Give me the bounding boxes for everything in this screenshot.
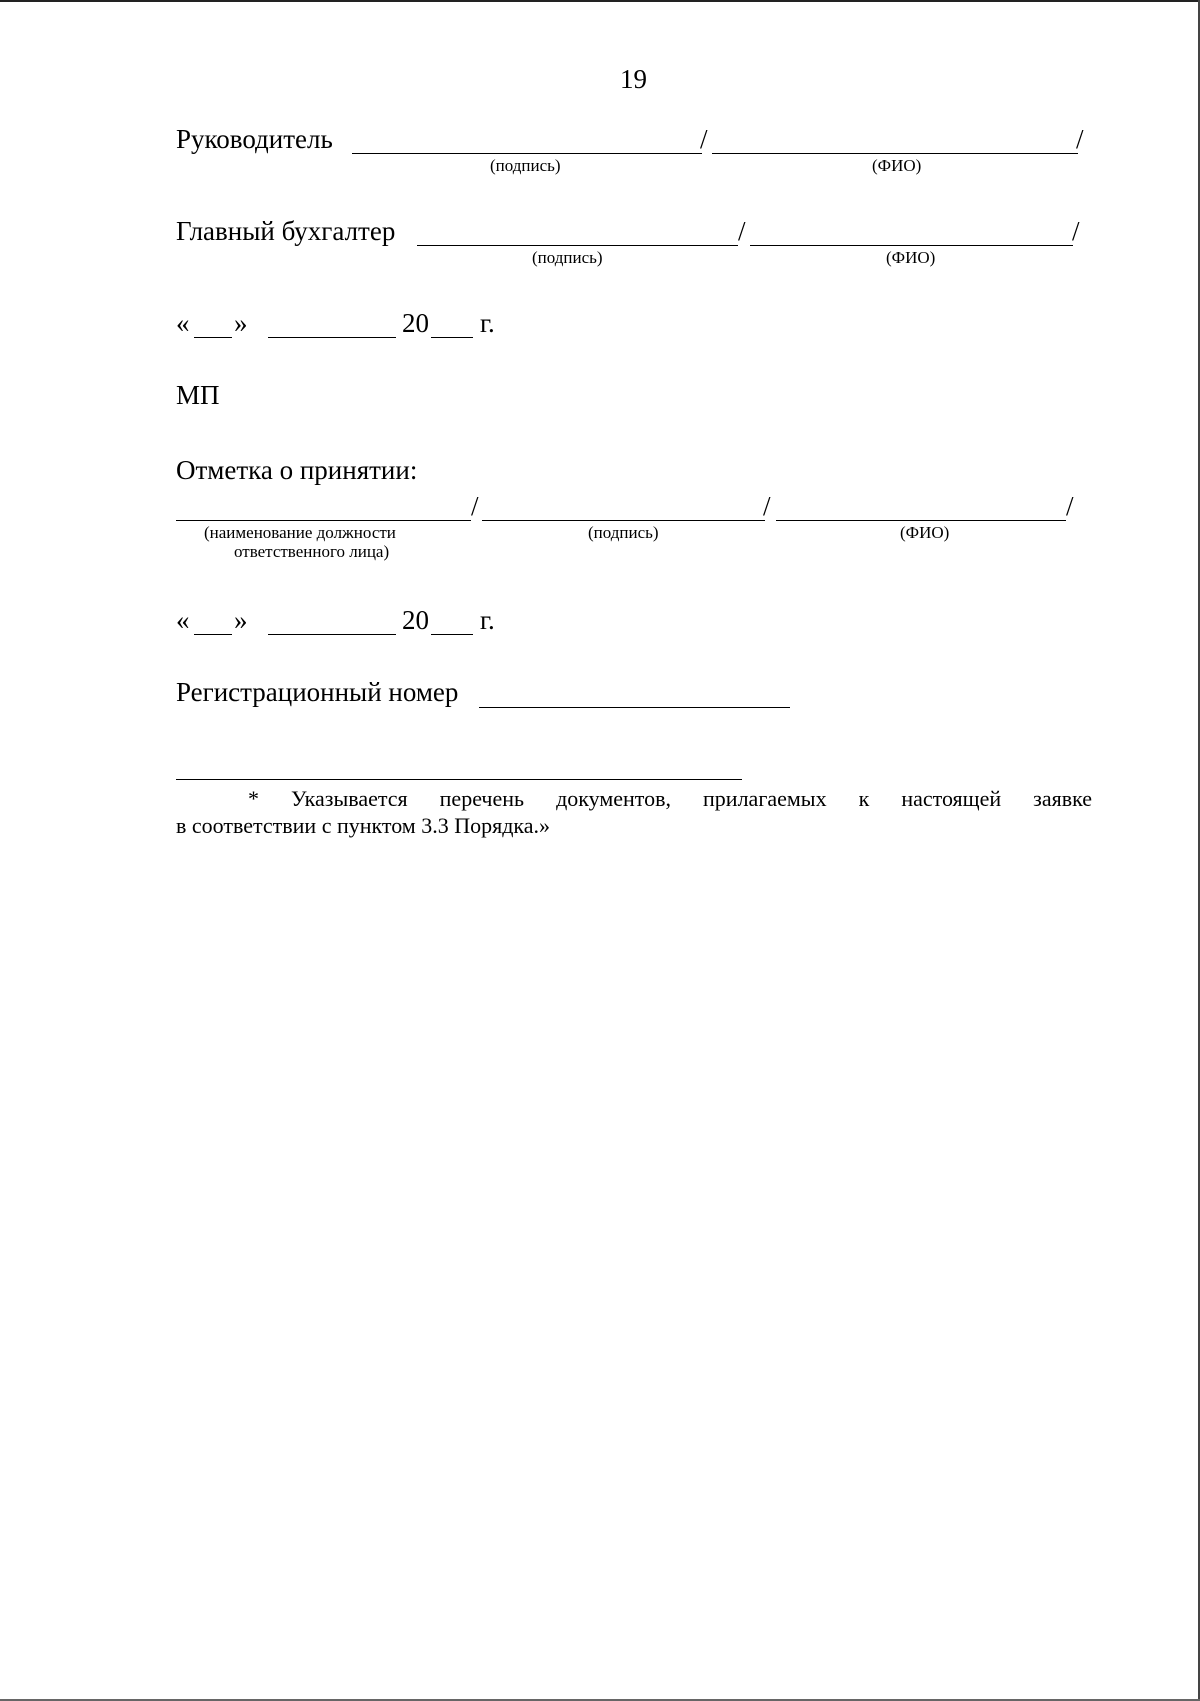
head-signature-caption: (подпись) — [490, 156, 561, 175]
chief-accountant-label: Главный бухгалтер — [176, 216, 396, 246]
acceptance-end-separator: / — [1066, 491, 1074, 521]
head-signature-label: Руководитель — [176, 124, 333, 154]
head-signature-separator: / — [700, 124, 708, 154]
head-name-line[interactable] — [712, 153, 1078, 154]
acceptance-name-line[interactable] — [776, 520, 1066, 521]
head-name-end-separator: / — [1076, 124, 1084, 154]
chief-accountant-end-separator: / — [1072, 216, 1080, 246]
date-2-month-line[interactable] — [268, 634, 396, 635]
date-1-year-suffix: г. — [480, 308, 495, 338]
date-2-close-quote: » — [234, 605, 248, 635]
footnote-word: перечень — [439, 786, 525, 811]
date-2-open-quote: « — [176, 605, 190, 635]
date-2-day-line[interactable] — [194, 634, 232, 635]
footnote-line-2: в соответствии с пунктом 3.3 Порядка.» — [176, 813, 551, 838]
acceptance-separator-1: / — [471, 491, 479, 521]
footnote-word: настоящей — [901, 786, 1002, 811]
date-1-close-quote: » — [234, 308, 248, 338]
footnote-separator — [176, 779, 742, 780]
stamp-placeholder: МП — [176, 380, 220, 410]
footnote-line-1 — [176, 786, 1092, 812]
date-2-year-line[interactable] — [431, 634, 473, 635]
acceptance-position-caption-line2: ответственного лица) — [234, 542, 390, 561]
date-1-year-prefix: 20 — [402, 308, 429, 338]
date-2-year-suffix: г. — [480, 605, 495, 635]
chief-accountant-separator: / — [738, 216, 746, 246]
acceptance-name-caption: (ФИО) — [900, 523, 950, 542]
chief-accountant-name-line[interactable] — [750, 245, 1073, 246]
chief-accountant-signature-caption: (подпись) — [532, 248, 603, 267]
date-1-day-line[interactable] — [194, 337, 232, 338]
chief-accountant-signature-line[interactable] — [417, 245, 738, 246]
head-name-caption: (ФИО) — [872, 156, 922, 175]
footnote-word: документов, — [556, 786, 672, 811]
head-signature-line[interactable] — [352, 153, 702, 154]
registration-number-line[interactable] — [479, 707, 790, 708]
acceptance-signature-line[interactable] — [482, 520, 765, 521]
date-1-year-line[interactable] — [431, 337, 473, 338]
footnote-word: прилагаемых — [703, 786, 827, 811]
acceptance-label: Отметка о принятии: — [176, 455, 418, 485]
footnote-word: заявке — [1033, 786, 1093, 811]
acceptance-signature-caption: (подпись) — [588, 523, 659, 542]
acceptance-position-caption-line1: (наименование должности — [204, 523, 396, 542]
date-1-month-line[interactable] — [268, 337, 396, 338]
acceptance-separator-2: / — [763, 491, 771, 521]
page-number: 19 — [620, 64, 647, 94]
footnote-word: * Указывается — [248, 786, 408, 811]
registration-label: Регистрационный номер — [176, 677, 459, 707]
date-2-year-prefix: 20 — [402, 605, 429, 635]
date-1-open-quote: « — [176, 308, 190, 338]
chief-accountant-name-caption: (ФИО) — [886, 248, 936, 267]
page-border-top — [0, 0, 1200, 2]
acceptance-position-line[interactable] — [176, 520, 471, 521]
footnote-word: к — [858, 786, 870, 811]
